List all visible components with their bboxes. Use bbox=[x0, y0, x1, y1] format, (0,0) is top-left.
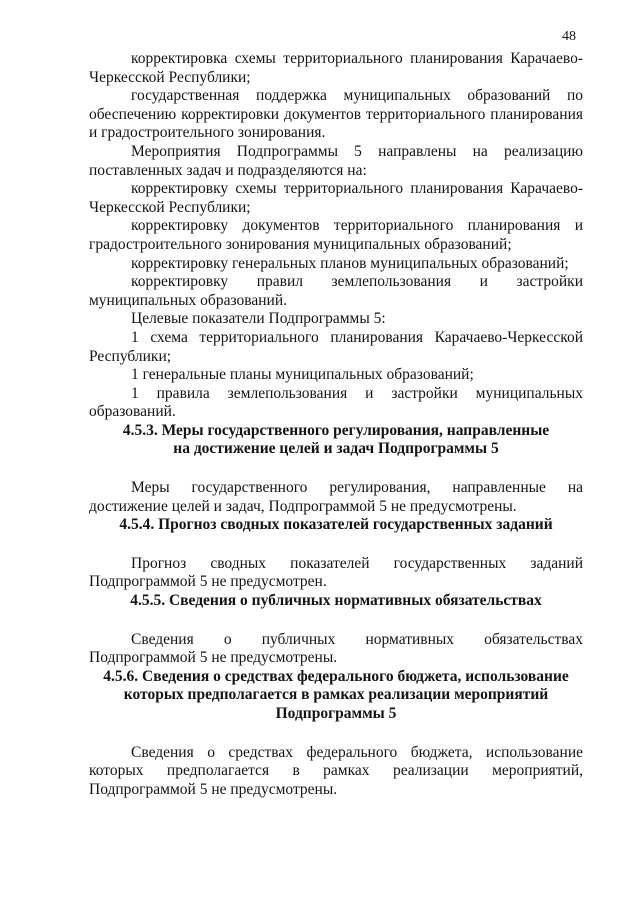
paragraph: корректировку генеральных планов муниципальных образований; bbox=[131, 254, 569, 272]
section-heading-4-5-5 bbox=[89, 592, 583, 611]
heading-line: Подпрограммы 5 bbox=[275, 705, 397, 722]
paragraph: корректировку документов территориального планирования и градостроительного зонирования муниципальных образований; bbox=[89, 217, 583, 253]
heading-line: 4.5.5. Сведения о публичных нормативных обязательствах bbox=[130, 592, 542, 610]
paragraph: Мероприятия Подпрограммы 5 направлены на реализацию поставленных задач и подразделяются на: bbox=[89, 142, 583, 179]
page-number: 48 bbox=[562, 29, 576, 44]
section-heading-4-5-4 bbox=[89, 516, 583, 535]
paragraph: государственная поддержка муниципальных образований по обеспечению корректировки документов территориального планирования и градостроительного зонирования. bbox=[89, 87, 583, 142]
section-body: Прогноз сводных показателей государственных заданий Подпрограммой 5 не предусмотрен. bbox=[89, 554, 583, 591]
section-body: Сведения о публичных нормативных обязательствах Подпрограммой 5 не предусмотрены. bbox=[89, 630, 583, 667]
section-heading-4-5-6 bbox=[89, 668, 583, 724]
paragraph: Целевые показатели Подпрограммы 5: bbox=[131, 310, 386, 328]
paragraph: корректировку правил землепользования и застройки муниципальных образований. bbox=[89, 273, 583, 309]
paragraph: корректировку схемы территориального планирования Карачаево-Черкесской Республики; bbox=[89, 180, 583, 216]
section-heading-4-5-3 bbox=[89, 422, 583, 459]
paragraph: корректировка схемы территориального планирования Карачаево-Черкесской Республики; bbox=[89, 50, 583, 86]
intro-block bbox=[89, 50, 583, 422]
paragraph: 1 генеральные планы муниципальных образований; bbox=[131, 366, 474, 384]
paragraph: 1 правила землепользования и застройки муниципальных образований. bbox=[89, 384, 583, 421]
heading-line: 4.5.3. Меры государственного регулирования, направленные bbox=[122, 421, 550, 439]
paragraph: 1 схема территориального планирования Карачаево-Черкесской Республики; bbox=[89, 328, 583, 365]
heading-line: 4.5.4. Прогноз сводных показателей государственных заданий bbox=[119, 516, 553, 534]
heading-line: 4.5.6. Сведения о средствах федерального бюджета, использование bbox=[103, 667, 569, 685]
document-body bbox=[89, 50, 583, 799]
heading-line: которых предполагается в рамках реализации мероприятий bbox=[123, 686, 549, 704]
section-body: Меры государственного регулирования, направленные на достижение целей и задач, Подпрограммой 5 не предусмотрены. bbox=[89, 479, 583, 515]
section-body: Сведения о средствах федерального бюджета, использование которых предполагается в рамках реализации мероприятий, Подпрограммой 5 не предусмотрены. bbox=[89, 743, 583, 798]
heading-line: на достижение целей и задач Подпрограммы 5 bbox=[173, 440, 499, 458]
